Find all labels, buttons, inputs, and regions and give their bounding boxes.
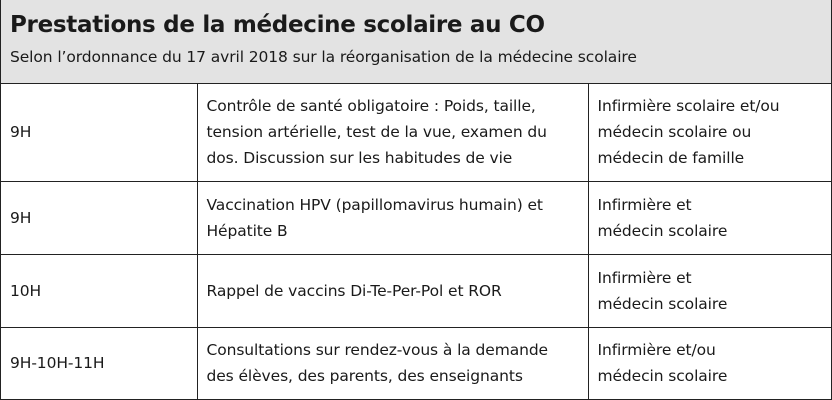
service-line: Contrôle de santé obligatoire : Poids, taille, <box>206 97 536 116</box>
provider-line: Infirmière et <box>597 268 692 287</box>
provider-line: Infirmière scolaire et/ou <box>597 97 780 116</box>
hours-label: 9H-10H-11H <box>10 354 105 373</box>
service-line: Vaccination HPV (papillomavirus humain) et <box>206 195 543 214</box>
hours-cell <box>1 84 197 181</box>
service-cell <box>197 181 588 254</box>
hours-cell <box>1 181 197 254</box>
provider-cell <box>588 254 831 327</box>
hours-cell <box>1 327 197 399</box>
hours-cell <box>1 254 197 327</box>
table-row <box>1 84 831 181</box>
provider-line: médecin scolaire <box>597 221 728 240</box>
service-line: dos. Discussion sur les habitudes de vie <box>206 149 513 168</box>
provider-line: médecin scolaire <box>597 294 728 313</box>
service-cell <box>197 84 588 181</box>
provider-line: médecin scolaire <box>597 367 728 386</box>
service-line: des élèves, des parents, des enseignants <box>206 367 523 386</box>
hours-label: 9H <box>10 208 32 227</box>
table-row <box>1 181 831 254</box>
page-title: Prestations de la médecine scolaire au CO <box>10 12 545 38</box>
service-line: Consultations sur rendez-vous à la demande <box>206 341 548 360</box>
services-table <box>1 84 831 399</box>
provider-line: médecin de famille <box>597 149 745 168</box>
hours-label: 9H <box>10 123 32 142</box>
hours-label: 10H <box>10 281 42 300</box>
table-row <box>1 327 831 399</box>
service-line: Rappel de vaccins Di-Te-Per-Pol et ROR <box>206 281 502 300</box>
table-row <box>1 254 831 327</box>
document-header <box>1 0 831 84</box>
provider-cell <box>588 84 831 181</box>
service-line: tension artérielle, test de la vue, examen du <box>206 123 547 142</box>
service-cell <box>197 327 588 399</box>
page-subtitle: Selon l’ordonnance du 17 avril 2018 sur la réorganisation de la médecine scolaire <box>10 48 637 66</box>
provider-line: Infirmière et <box>597 195 692 214</box>
provider-cell <box>588 327 831 399</box>
service-line: Hépatite B <box>206 221 288 240</box>
provider-line: médecin scolaire ou <box>597 123 752 142</box>
provider-line: Infirmière et/ou <box>597 341 716 360</box>
provider-cell <box>588 181 831 254</box>
service-cell <box>197 254 588 327</box>
